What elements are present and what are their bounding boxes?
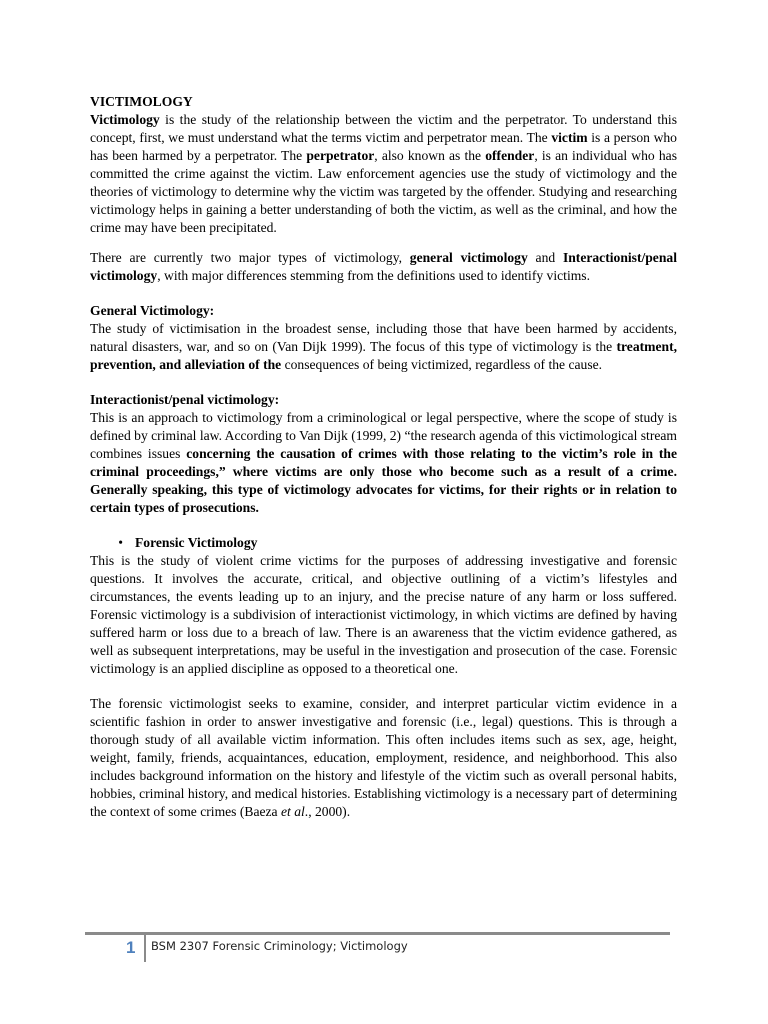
intro-text: is the study of the relationship between the victim and the perpetrator. To understand this concept, first, we must understand what the terms victim and perpetrator mean. The [90, 112, 677, 145]
intro-text: , is an individual who has committed the crime against the victim. Law enforcement agencies use the study of victimology and the theories of victimology to determine why the victim was targeted by the offender. Studying and researching victimology helps in gaining a better understanding of both the victim, as well as the criminal, and how the crime may have been precipitated. [90, 148, 677, 235]
interactionist-text: This is an approach to victimology from a criminological or legal perspective, where the scope of study is defined by criminal law. According to Van Dijk (1999, 2) “the research agenda of this victimological stream combines issues [90, 410, 677, 461]
intro-paragraph [90, 111, 677, 237]
types-text: There are currently two major types of victimology, [90, 250, 410, 265]
term-offender: offender [485, 148, 535, 163]
document-title: VICTIMOLOGY [90, 94, 193, 109]
intro-text: is a person who has been harmed by a perpetrator. The [90, 130, 677, 163]
interactionist-paragraph [90, 409, 677, 517]
page-footer [85, 932, 670, 961]
interactionist-heading: Interactionist/penal victimology: [90, 392, 280, 407]
term-general-victimology: general victimology [409, 250, 528, 265]
document-body [90, 93, 677, 821]
general-victimology-heading: General Victimology: [90, 303, 215, 318]
footer-title: BSM 2307 Forensic Criminology; Victimology [151, 939, 408, 953]
term-perpetrator: perpetrator [306, 148, 375, 163]
general-text: consequences of being victimized, regardless of the cause. [281, 357, 603, 372]
intro-text: , also known as the [374, 148, 486, 163]
forensic-victimology-heading: Forensic Victimology [135, 535, 258, 550]
term-victimology: Victimology [90, 112, 160, 127]
interactionist-emphasis: concerning the causation of crimes with those relating to the victim’s role in the criminal proceedings,” where victims are only those who become such as a result of a crime. Generally speaking, this type of victimology advocates for victims, for their rights or in relation to certain types of prosecutions. [90, 446, 677, 515]
general-victimology-paragraph [90, 320, 677, 374]
term-interactionist-victimology: Interactionist/penal victimology [90, 250, 677, 283]
footer-divider [144, 935, 146, 962]
footer-row [85, 935, 670, 961]
types-text: and [527, 250, 563, 265]
page-number: 1 [126, 938, 136, 957]
forensic-paragraph-1: This is the study of violent crime victims for the purposes of addressing investigative and forensic questions. It involves the accurate, critical, and objective outlining of a victim’s lifestyles and circumstances, the events leading up to an injury, and the precise nature of any harm or loss suffered. Forensic victimology is a subdivision of interactionist victimology, in which victims are defined by having suffered harm or loss due to a breach of law. There is an awareness that the victim evidence gathered, as well as subsequent interpretations, may be useful in the investigation and prosecution of the case. Forensic victimology is an applied discipline as opposed to a theoretical one. [90, 553, 677, 676]
types-text: , with major differences stemming from the definitions used to identify victims. [157, 268, 590, 283]
forensic-paragraph-2 [90, 695, 677, 821]
forensic-text: The forensic victimologist seeks to examine, consider, and interpret particular victim evidence in a scientific fashion in order to answer investigative and forensic (i.e., legal) questions. This is through a thorough study of all available victim information. This often includes items such as sex, age, height, weight, family, friends, acquaintances, education, employment, residence, and neighborhood. This also includes background information on the history and lifestyle of the victim such as overall personal habits, hobbies, criminal history, and medical histories. Establishing victimology is a necessary part of determining the context of some crimes (Baeza [90, 696, 677, 819]
bullet-icon: • [118, 535, 123, 550]
forensic-text: ., 2000). [304, 804, 351, 819]
term-victim: victim [551, 130, 588, 145]
types-paragraph [90, 249, 677, 285]
citation-et-al: et al [281, 804, 305, 819]
forensic-victimology-bullet [90, 534, 677, 552]
general-emphasis: treatment, prevention, and alleviation of the [90, 339, 677, 372]
general-text: The study of victimisation in the broadest sense, including those that have been harmed by accidents, natural disasters, war, and so on (Van Dijk 1999). The focus of this type of victimology is the [90, 321, 677, 354]
